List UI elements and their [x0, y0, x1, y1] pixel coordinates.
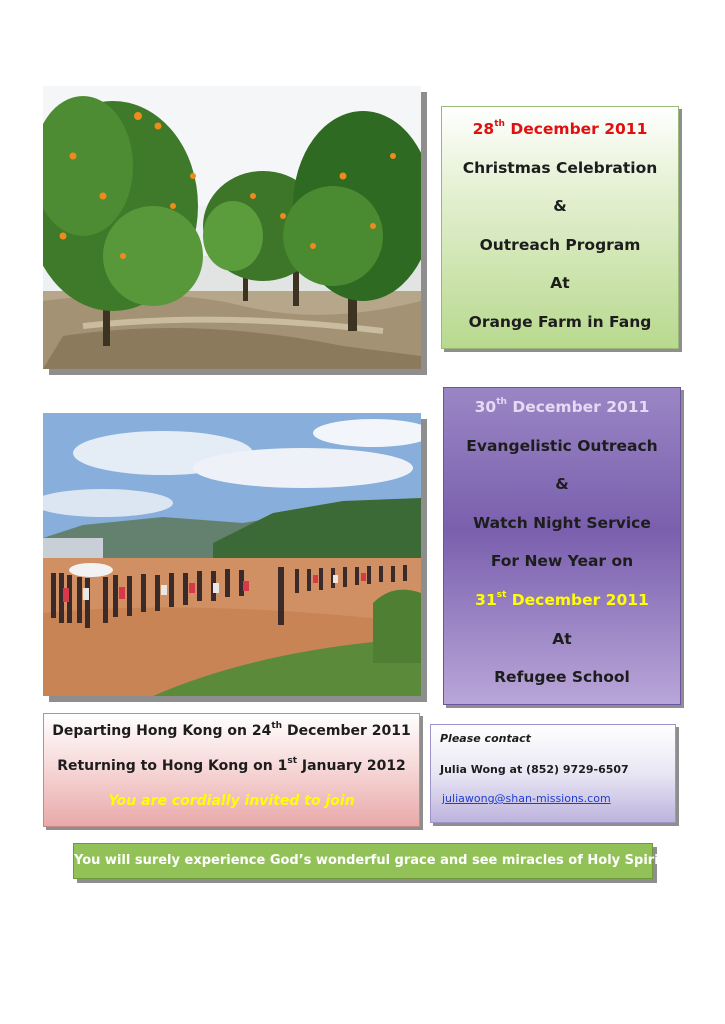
event2-title: Evangelistic Outreach: [466, 436, 658, 455]
event2-date2-rest: December 2011: [506, 590, 649, 609]
return-suffix: st: [287, 756, 298, 766]
event1-date: [442, 110, 678, 149]
event1-title: Christmas Celebration: [462, 158, 658, 177]
contact-name-phone: Julia Wong at (852) 9729-6507: [440, 763, 629, 776]
travel-dates-box: [43, 713, 420, 827]
orange-farm-photo: [43, 86, 421, 369]
refugee-school-event-box: [443, 387, 681, 705]
event1-date-rest: December 2011: [504, 120, 648, 138]
return-text: Returning to Hong Kong on 1: [57, 758, 288, 774]
event2-service: Watch Night Service: [473, 513, 651, 532]
orange-farm-image: [43, 86, 421, 369]
event2-date2-day: 31: [475, 590, 497, 609]
refugee-school-photo: [43, 413, 421, 696]
departure-suffix: th: [271, 721, 283, 731]
event1-location: Orange Farm in Fang: [468, 312, 652, 331]
return-rest: January 2012: [297, 758, 406, 774]
invitation-text: You are cordially invited to join: [108, 793, 355, 809]
refugee-school-image: [43, 413, 421, 696]
event2-date2-suffix: st: [496, 589, 507, 600]
contact-email-link[interactable]: juliawong@shan-missions.com: [442, 792, 611, 805]
event2-date-day: 30: [474, 398, 497, 416]
departure-text: Departing Hong Kong on 24: [52, 723, 272, 739]
event2-date-rest: December 2011: [506, 398, 650, 416]
event1-program: Outreach Program: [479, 235, 641, 254]
closing-banner: You will surely experience God’s wonderful grace and see miracles of Holy Spirit: [73, 843, 653, 879]
event1-date-suffix: th: [494, 119, 505, 129]
contact-heading: Please contact: [440, 732, 531, 745]
event2-date: [444, 388, 680, 427]
return-line: [44, 749, 419, 784]
event2-date2: [444, 581, 680, 620]
departure-line: [44, 714, 419, 749]
contact-box: [430, 724, 676, 823]
event1-at: At: [550, 274, 570, 293]
event2-at: At: [552, 629, 572, 648]
event2-ampersand: &: [555, 475, 569, 494]
departure-rest: December 2011: [282, 723, 411, 739]
event2-date-suffix: th: [496, 397, 507, 407]
event1-ampersand: &: [553, 197, 567, 216]
event2-location: Refugee School: [494, 668, 630, 687]
event1-date-day: 28: [472, 120, 495, 138]
event2-new-year: For New Year on: [490, 552, 634, 571]
orange-farm-event-box: [441, 106, 679, 349]
